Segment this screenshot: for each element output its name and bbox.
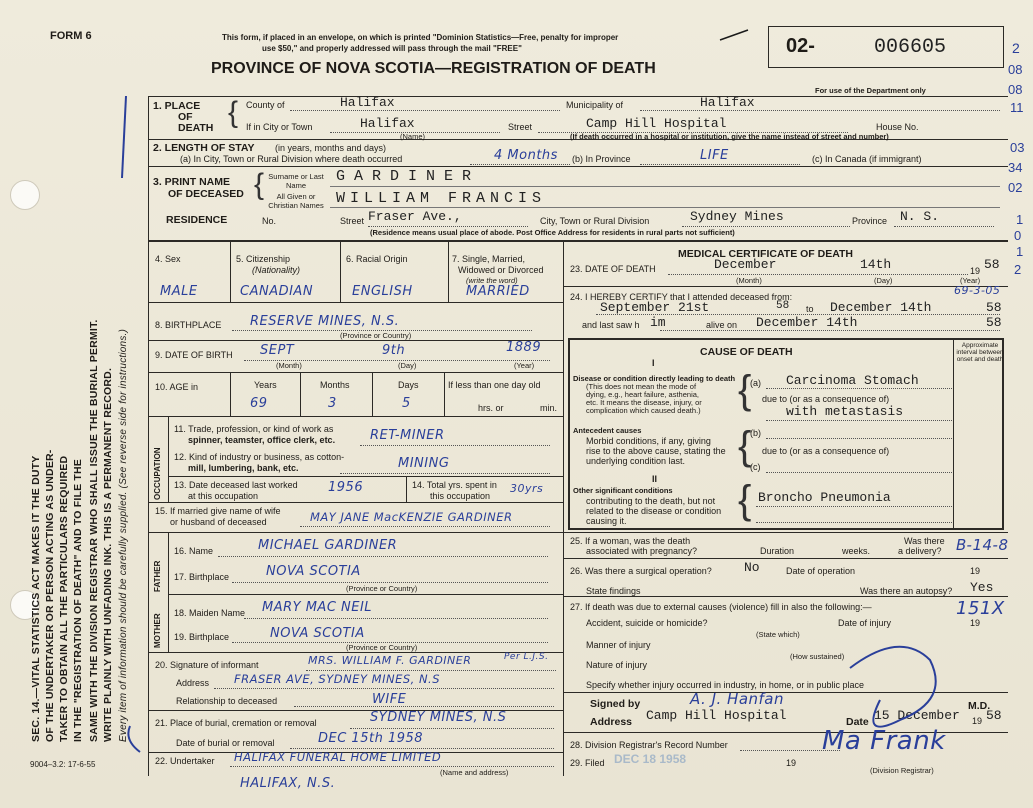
margin-code-3: 08 bbox=[1008, 82, 1023, 97]
age-months-value: 3 bbox=[328, 396, 337, 411]
father-label: FATHER bbox=[153, 560, 162, 592]
physician-date-year: 58 bbox=[986, 708, 1002, 723]
registration-number: 006605 bbox=[874, 36, 947, 59]
postal-notice-1: This form, if placed in an envelope, on which is printed "Dominion Statistics—Free, penalty for improper bbox=[222, 33, 619, 42]
alive-on-value: December 14th bbox=[756, 315, 858, 330]
death-year-value: 58 bbox=[984, 257, 1000, 272]
burial-date-value: DEC 15th 1958 bbox=[318, 731, 424, 746]
informant-value: MRS. WILLIAM F. GARDINER bbox=[308, 654, 472, 667]
stay-city-value: 4 Months bbox=[494, 148, 558, 163]
age-days-value: 5 bbox=[402, 396, 411, 411]
stay-province-value: LIFE bbox=[700, 148, 729, 163]
side-instruction-6: WRITE PLAINLY WITH UNFADING INK. THIS IS A PERMANENT RECORD. bbox=[102, 367, 114, 742]
autopsy-value: Yes bbox=[970, 580, 994, 595]
cause-a-value: Carcinoma Stomach bbox=[786, 373, 919, 388]
dob-month-value: SEPT bbox=[260, 343, 295, 358]
margin-code-1: 2 bbox=[1012, 40, 1020, 56]
residence-street-value: Fraser Ave., bbox=[368, 209, 462, 224]
label-residence: RESIDENCE bbox=[166, 214, 228, 226]
cause-b-value: with metastasis bbox=[786, 404, 904, 419]
father-name-value: MICHAEL GARDINER bbox=[258, 538, 398, 553]
side-instruction-4: IN THE "REGISTRATION OF DEATH" AND TO FILE THE bbox=[72, 458, 84, 742]
margin-code-4: 11 bbox=[1010, 100, 1024, 115]
informant-per-value: Per L.J.S. bbox=[504, 652, 549, 662]
age-years-value: 69 bbox=[250, 396, 268, 411]
mother-label: MOTHER bbox=[153, 613, 162, 648]
registration-prefix: 02- bbox=[786, 35, 815, 57]
county-value: Halifax bbox=[340, 95, 395, 110]
margin-code-7: 02 bbox=[1008, 180, 1023, 195]
margin-code-5: 03 bbox=[1010, 140, 1025, 155]
citizenship-value: CANADIAN bbox=[240, 284, 314, 299]
undertaker-city-value: HALIFAX, N.S. bbox=[240, 776, 336, 791]
other-conditions-value: Broncho Pneumonia bbox=[758, 490, 891, 505]
occupation-label: OCCUPATION bbox=[153, 447, 162, 500]
birthplace-value: RESERVE MINES, N.S. bbox=[250, 314, 400, 329]
attended-to-value: December 14th bbox=[830, 300, 932, 315]
mother-maiden-value: MARY MAC NEIL bbox=[262, 600, 373, 615]
certify-note: 69-3-05 bbox=[954, 284, 1001, 297]
racial-origin-value: ENGLISH bbox=[352, 284, 413, 299]
side-instruction-5: SAME WITH THE DIVISION REGISTRAR WHO SHALL ISSUE THE BURIAL PERMIT. bbox=[88, 319, 100, 742]
dob-year-value: 1889 bbox=[506, 340, 542, 355]
physician-address-value: Camp Hill Hospital bbox=[646, 708, 787, 723]
margin-code-8: 1 bbox=[1016, 212, 1024, 227]
side-instruction-2: OF THE UNDERTAKER OR PERSON ACTING AS UNDER- bbox=[44, 449, 56, 742]
department-note: For use of the Department only bbox=[815, 86, 926, 95]
form-title: PROVINCE OF NOVA SCOTIA—REGISTRATION OF DEATH bbox=[211, 60, 656, 77]
alive-on-year: 58 bbox=[986, 315, 1002, 330]
father-birthplace-value: NOVA SCOTIA bbox=[266, 564, 361, 579]
punch-hole-top bbox=[10, 180, 40, 210]
label-print-name: 3. PRINT NAME bbox=[153, 176, 231, 188]
margin-code-10: 1 bbox=[1016, 244, 1024, 259]
industry-value: MINING bbox=[398, 456, 450, 471]
relationship-value: WIFE bbox=[372, 692, 407, 707]
medical-certificate-title: MEDICAL CERTIFICATE OF DEATH bbox=[678, 248, 853, 260]
margin-code-9: 0 bbox=[1014, 228, 1022, 243]
death-day-value: 14th bbox=[860, 257, 892, 272]
margin-code-6: 34 bbox=[1008, 160, 1023, 175]
attended-from-value: September 21st bbox=[600, 300, 710, 315]
residence-city-value: Sydney Mines bbox=[690, 209, 784, 224]
margin-code-11: 2 bbox=[1014, 262, 1022, 277]
dob-day-value: 9th bbox=[382, 343, 406, 358]
spouse-value: MAY JANE MacKENZIE GARDINER bbox=[310, 510, 513, 524]
filed-stamp: DEC 18 1958 bbox=[614, 752, 687, 766]
side-instruction-7: Every item of information should be carefully supplied. (See reverse side for instructions.) bbox=[118, 328, 129, 742]
last-saw-him: im bbox=[650, 315, 666, 330]
marital-status-value: MARRIED bbox=[466, 284, 530, 299]
undertaker-value: HALIFAX FUNERAL HOME LIMITED bbox=[234, 750, 442, 764]
margin-code-2: 08 bbox=[1008, 62, 1023, 77]
label-length-of-stay: 2. LENGTH OF STAY bbox=[153, 142, 255, 154]
burial-place-value: SYDNEY MINES, N.S bbox=[370, 710, 507, 725]
surgery-value: No bbox=[744, 560, 760, 575]
postal-notice-2: use $50," and properly addressed will pass through the mail "FREE" bbox=[262, 44, 522, 53]
attended-from-year: 58 bbox=[776, 300, 790, 312]
municipality-value: Halifax bbox=[700, 95, 755, 110]
given-names-value: WILLIAM FRANCIS bbox=[336, 190, 547, 207]
registration-form: FORM 6 This form, if placed in an envelope, on which is printed "Dominion Statistics—Free, penalty for improper use $50," and properly addressed will pass through the mail "FREE" PROVINCE OF NOVA SCOTIA—REGISTRATION OF DEATH 02- 006605 For use of the Department only 2 08 08 11 03 34 02 1 0 1 2 SEC. 14.—VITAL STATISTICS ACT MAKES IT THE DUTY OF THE UNDERTAKER OR PERSON ACTING AS UNDER- TAKER TO OBTAIN ALL THE PARTICULARS REQUIRED IN THE "REGISTRATION OF DEATH" AND TO FILE THE SAME WITH THE DIVISION REGISTRAR WHO SHALL ISSUE THE BURIAL PERMIT. WRITE PLAINLY WITH UNFADING INK. THIS IS A PERMANENT RECORD. Every item of information should be carefully supplied. (See reverse side for instructions.) 1. PLACE OF DEATH { County of Halifax Municipality of Halifax If in City or Town Halifax (Name) Street Camp Hill Hospital House No. (If death occurred in a hospital or institution, give the name instead of street and number) 2. LENGTH OF STAY (in years, months and days) (a) In City, Town or Rural Division where death occurred 4 Months (b) In Province LIFE (c) In Canada (if immigrant) 3. PRINT NAME OF DECEASED { Surname or Last Name All Given or Christian Names GARDINER WILLIAM FRANCIS RESIDENCE No. Street Fraser Ave., City, Town or Rural Division Sydney Mines Province N. S. (Residence means usual place of abode. Post Office Address for residents in rural parts not sufficient) 4. Sex 5. Citizenship (Nationality) 6. Racial Origin 7. Single, Married, Widowed or Divorced (write the word) MALE CANADIAN ENGLISH MARRIED 8. BIRTHPLACE RESERVE MINES, N.S. (Province or Country) 9. DATE OF BIRTH SEPT 9th 1889 (Month) (Day) (Year) 10. AGE in Years Months Days If less than one day old 69 3 5 hrs. or min. OCCUPATION 11. Trade, profession, or kind of work as spinner, teamster, office clerk, etc. RET-MINER 12. Kind of industry or business, as cotton- mill, lumbering, bank, etc. MINING 13. Date deceased last worked at this occupation 1956 14. Total yrs. spent in this occupation 30yrs 15. If married give name of wife or husband of deceased MAY JANE MacKENZIE GARDINER FATHER MOTHER 16. Name MICHAEL GARDINER 17. Birthplace NOVA SCOTIA (Province or Country) 18. Maiden Name MARY MAC NEIL 19. Birthplace NOVA SCOTIA (Province or Country) 20. Signature of informant MRS. WILLIAM F. GARDINER Per L.J.S. Address FRASER AVE, SYDNEY MINES, N.S Relationship to deceased WIFE 21. Place of burial, cremation or removal SYDNEY MINES, N.S Date of burial or removal DEC 15th 1958 22. Undertaker HALIFAX FUNERAL HOME LIMITED (Name and address) HALIFAX, N.S. 9004–3.2: 17-6-55 MEDICAL CERTIFICATE OF DEATH 23. DATE OF DEATH December 14th 19 58 (Month) (Day) (Year) 24. I HEREBY CERTIFY that I attended deceased from: 69-3-05 to September 21st 58 December 14th 58 and last saw h im alive on December 14th 58 CAUSE OF DEATH I Approximate interval between onset and death Disease or condition directly leading to death (This does not mean the mode of dying, e.g., heart failure, asthenia, etc. It means the disease, injury, or complication which caused death.) { (a) Carcinoma Stomach due to (or as a consequence of) with metastasis Antecedent causes Morbid conditions, if any, giving rise to the above cause, stating the underlying condition last. { (b) due to (or as a consequence of) (c) II Other significant conditions contributing to the death, but not related to the disease or condition causing it. { Broncho Pneumonia 25. If a woman, was the death associated with pregnancy? Duration weeks. Was there a delivery? B-14-8 26. Was there a surgical operation? No Date of operation 19 State findings Was there an autopsy? Yes 27. If death was due to external causes (violence) fill in also the following:— 151X Accident, suicide or homicide? Date of injury 19 (State which) Manner of injury (How sustained) Nature of injury Specify whether injury occurred in industry, in home, or in public place Signed by A. J. Hanfan M.D. Address Camp Hill Hospital Date 15 December 19 58 28. Division Registrar's Record Number 29. Filed DEC 18 1958 19 Ma Frank (Division Registrar) bbox=[0, 0, 1033, 808]
form-number: FORM 6 bbox=[50, 30, 92, 42]
footer-code: 9004–3.2: 17-6-55 bbox=[30, 760, 96, 769]
trade-value: RET-MINER bbox=[370, 428, 445, 443]
death-month-value: December bbox=[714, 257, 777, 272]
physician-signature: A. J. Hanfan bbox=[690, 690, 784, 708]
attended-to-year: 58 bbox=[986, 300, 1002, 315]
surname-value: GARDINER bbox=[336, 168, 481, 185]
sex-value: MALE bbox=[160, 284, 198, 299]
side-instruction-1: SEC. 14.—VITAL STATISTICS ACT MAKES IT THE DUTY bbox=[30, 455, 42, 742]
registrar-signature: Ma Frank bbox=[822, 726, 946, 756]
mother-birthplace-value: NOVA SCOTIA bbox=[270, 626, 365, 641]
delivery-note: B-14-8 bbox=[956, 536, 1009, 554]
last-worked-value: 1956 bbox=[328, 480, 364, 495]
side-instruction-3: TAKER TO OBTAIN ALL THE PARTICULARS REQUIRED bbox=[58, 455, 70, 742]
label-place: 1. PLACE bbox=[153, 100, 201, 112]
street-value: Camp Hill Hospital bbox=[586, 116, 727, 131]
cause-of-death-title: CAUSE OF DEATH bbox=[700, 346, 793, 358]
total-years-value: 30yrs bbox=[510, 482, 544, 495]
city-value: Halifax bbox=[360, 116, 415, 131]
informant-address-value: FRASER AVE, SYDNEY MINES, N.S bbox=[234, 672, 441, 686]
residence-province-value: N. S. bbox=[900, 209, 940, 224]
physician-date-value: 15 December bbox=[874, 708, 960, 723]
external-code: 151X bbox=[956, 598, 1005, 619]
